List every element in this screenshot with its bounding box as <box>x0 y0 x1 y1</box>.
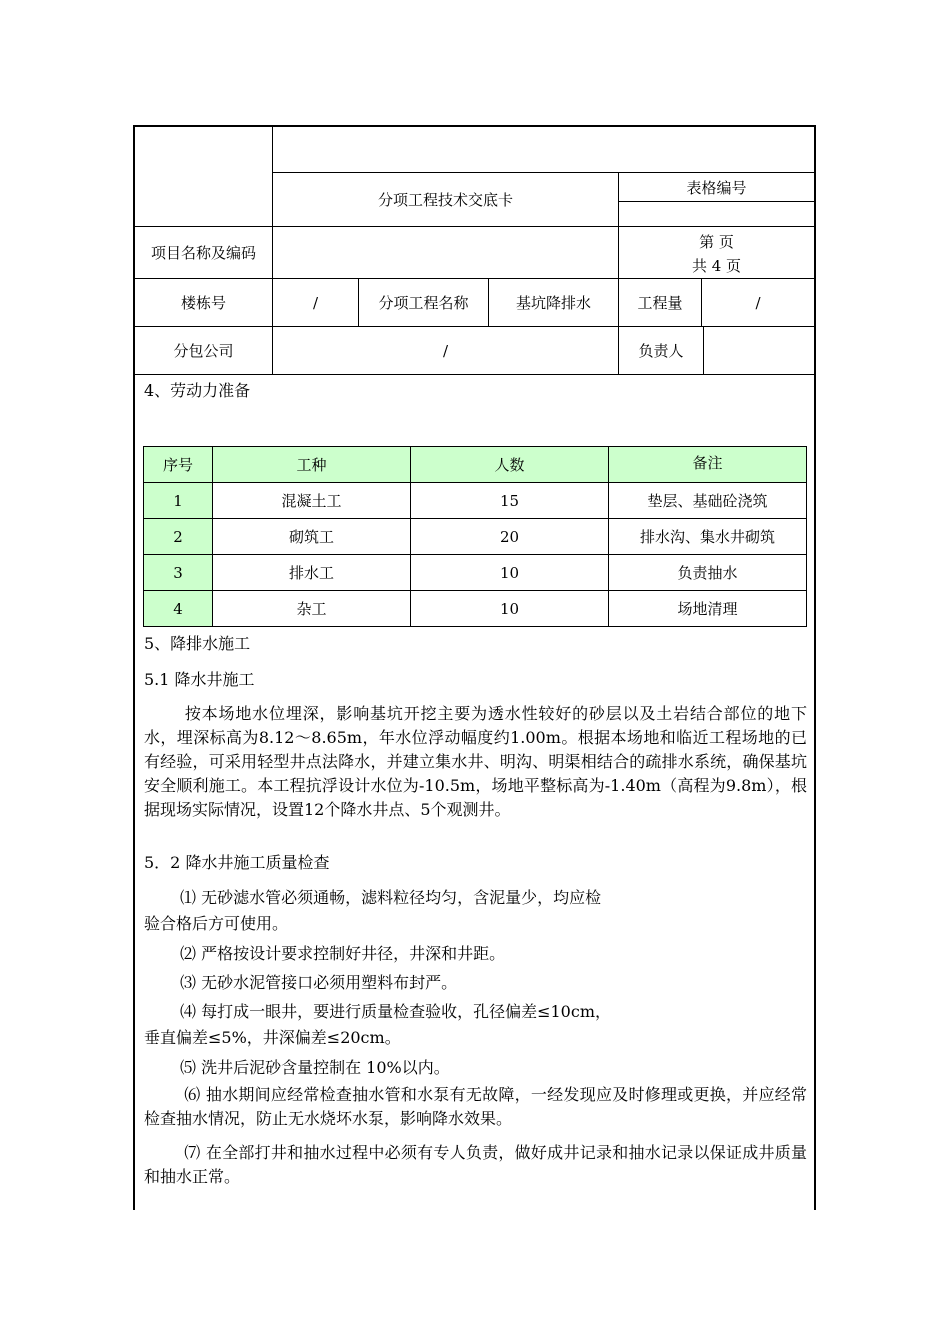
form-title: 分项工程技术交底卡 <box>377 191 513 209</box>
paragraph-text: 按本场地水位埋深，影响基坑开挖主要为透水性较好的砂层以及土岩结合部位的地下水，埋深标高为8.12～8.65m，年水位浮动幅度约1.00m。根据本场地和临近工程场地的已有经验，可采用轻型井点法降水，并建立集水井、明沟、明渠相结合的疏排水系统，确保基坑安全顺利施工。本工程抗浮设计水位为-10.5m，场地平整标高为-1.40m（高程为9.8m），根据现场实际情况，设置12个降水井点、5个观测井。 <box>144 704 807 819</box>
quantity-label: 工程量 <box>637 294 683 312</box>
table-row <box>144 555 807 591</box>
table-row <box>144 519 807 555</box>
subsection-5-1-title: 5.1 降水井施工 <box>144 670 255 689</box>
table-row <box>144 483 807 519</box>
project-label: 项目名称及编码 <box>150 244 256 262</box>
total-pages: 共 4 页 <box>691 256 742 275</box>
check-item-5: ⑸ 洗井后泥砂含量控制在 10%以内。 <box>180 1058 450 1077</box>
page-number: 第 页 <box>699 232 734 251</box>
check-item-4: ⑷ 每打成一眼井，要进行质量检查验收，孔径偏差≤10cm， <box>180 1002 611 1021</box>
table-cell: 20 <box>411 519 609 555</box>
grid-line <box>618 201 814 202</box>
check-item-6 <box>144 1083 807 1131</box>
check-item-4-cont: 垂直偏差≤5%，井深偏差≤20cm。 <box>144 1028 401 1047</box>
check-item-3: ⑶ 无砂水泥管接口必须用塑料布封严。 <box>180 973 458 992</box>
col-header: 工种 <box>213 447 411 483</box>
col-header: 人数 <box>411 447 609 483</box>
subsection-5-2-title: 5．2 降水井施工质量检查 <box>144 853 330 872</box>
check-item-7 <box>144 1141 807 1189</box>
grid-line <box>703 326 704 374</box>
table-cell: 垫层、基础砼浇筑 <box>609 483 807 519</box>
subitem-label: 分项工程名称 <box>378 294 469 312</box>
section4-title: 4、劳动力准备 <box>144 381 251 400</box>
table-cell: 排水工 <box>213 555 411 591</box>
table-cell: 10 <box>411 591 609 627</box>
col-header: 序号 <box>144 447 213 483</box>
table-cell: 混凝土工 <box>213 483 411 519</box>
labor-table <box>143 446 807 627</box>
check-item-1: ⑴ 无砂滤水管必须通畅，滤料粒径均匀，含泥量少，均应检 <box>180 888 602 907</box>
table-cell: 15 <box>411 483 609 519</box>
table-cell: 砌筑工 <box>213 519 411 555</box>
table-row <box>144 591 807 627</box>
subcontractor-label: 分包公司 <box>173 342 234 360</box>
table-cell: 2 <box>144 519 213 555</box>
grid-line <box>135 374 814 375</box>
table-cell: 排水沟、集水井砌筑 <box>609 519 807 555</box>
form-no-label: 表格编号 <box>686 178 747 197</box>
table-cell: 杂工 <box>213 591 411 627</box>
subcontractor-value: / <box>442 341 449 360</box>
check-item-1-cont: 验合格后方可使用。 <box>144 914 289 933</box>
table-cell: 场地清理 <box>609 591 807 627</box>
table-cell: 4 <box>144 591 213 627</box>
quantity-value: / <box>755 293 761 312</box>
col-header: 备注 <box>609 447 807 483</box>
check-item-2: ⑵ 严格按设计要求控制好井径，井深和井距。 <box>180 944 506 963</box>
table-cell: 负责抽水 <box>609 555 807 591</box>
table-cell: 1 <box>144 483 213 519</box>
paragraph-text: ⑹ 抽水期间应经常检查抽水管和水泵有无故障，一经发现应及时修理或更换，并应经常检查抽水情况，防止无水烧坏水泵，影响降水效果。 <box>144 1085 807 1128</box>
paragraph-5-1 <box>144 702 807 822</box>
building-value: / <box>312 293 319 312</box>
section5-title: 5、降排水施工 <box>144 634 251 653</box>
table-cell: 10 <box>411 555 609 591</box>
table-header-row <box>144 447 807 483</box>
responsible-label: 负责人 <box>638 342 684 360</box>
building-label: 楼栋号 <box>180 294 226 312</box>
subitem-value: 基坑降排水 <box>515 294 591 312</box>
paragraph-text: ⑺ 在全部打井和抽水过程中必须有专人负责，做好成井记录和抽水记录以保证成井质量和抽水正常。 <box>144 1143 807 1186</box>
table-cell: 3 <box>144 555 213 591</box>
